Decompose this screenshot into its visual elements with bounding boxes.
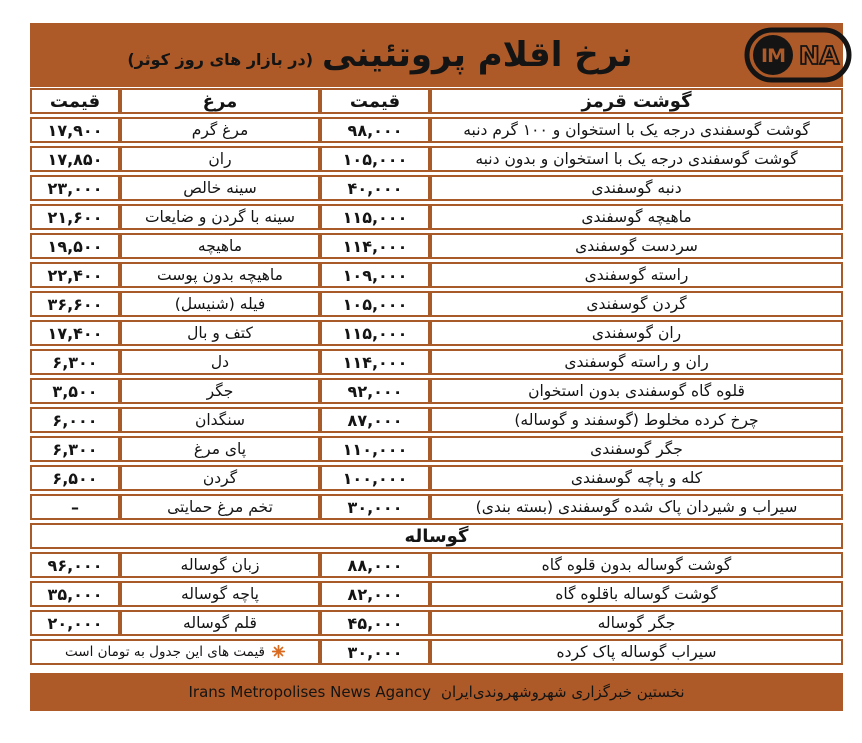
red-meat-item-cell: گردن گوسفندی	[430, 291, 843, 317]
red-meat-item-cell: چرخ کرده مخلوط (گوسفند و گوساله)	[430, 407, 843, 433]
red-meat-item-cell: گوشت گوسفندی درجه یک با استخوان و ۱۰۰ گرم دنبه	[430, 117, 843, 143]
price-table	[30, 85, 843, 668]
veal-price-cell: ۳۵,۰۰۰	[30, 581, 120, 607]
chicken-price-cell: ۱۷,۸۵۰	[30, 146, 120, 172]
red-meat-price-cell: ۱۱۰,۰۰۰	[320, 436, 430, 462]
veal-price-cell: ۸۸,۰۰۰	[320, 552, 430, 578]
red-meat-price-cell: ۴۰,۰۰۰	[320, 175, 430, 201]
red-meat-item-cell: گوشت گوسفندی درجه یک با استخوان و بدون دنبه	[430, 146, 843, 172]
red-meat-item-cell: راسته گوسفندی	[430, 262, 843, 288]
red-meat-price-cell: ۱۰۹,۰۰۰	[320, 262, 430, 288]
chicken-item-cell: پای مرغ	[120, 436, 320, 462]
chicken-price-cell: –	[30, 494, 120, 520]
price-table-body	[30, 88, 843, 665]
price-note-text: قیمت های این جدول به تومان است	[65, 644, 265, 660]
chicken-price-cell: ۳,۵۰۰	[30, 378, 120, 404]
veal-item-cell: قلم گوساله	[120, 610, 320, 636]
chicken-item-cell: کتف و بال	[120, 320, 320, 346]
chicken-price-cell: ۶,۰۰۰	[30, 407, 120, 433]
table-row	[30, 175, 843, 201]
red-meat-item-cell: ماهیچه گوسفندی	[430, 204, 843, 230]
chicken-item-cell: سینه با گردن و ضایعات	[120, 204, 320, 230]
veal-item-cell: گوشت گوساله باقلوه گاه	[430, 581, 843, 607]
footer-text-en: Irans Metropolises News Agancy	[188, 683, 432, 701]
table-row	[30, 320, 843, 346]
red-meat-item-cell: دنبه گوسفندی	[430, 175, 843, 201]
red-meat-price-cell: ۱۱۵,۰۰۰	[320, 320, 430, 346]
price-note-cell	[30, 639, 320, 665]
red-meat-item-cell: سیراب و شیردان پاک شده گوسفندی (بسته بندی)	[430, 494, 843, 520]
red-meat-price-cell: ۱۱۴,۰۰۰	[320, 233, 430, 259]
imna-logo-icon	[744, 27, 852, 83]
chicken-item-cell: مرغ گرم	[120, 117, 320, 143]
veal-section-title: گوساله	[30, 523, 843, 549]
header-band	[30, 23, 843, 87]
chicken-price-cell: ۱۷,۹۰۰	[30, 117, 120, 143]
page-subtitle: (در بازار های روز کوثر)	[127, 50, 314, 69]
header-chicken: مرغ	[120, 88, 320, 114]
table-last-row	[30, 639, 843, 665]
red-meat-price-cell: ۹۸,۰۰۰	[320, 117, 430, 143]
red-meat-price-cell: ۱۰۵,۰۰۰	[320, 291, 430, 317]
chicken-item-cell: گردن	[120, 465, 320, 491]
red-meat-item-cell: سردست گوسفندی	[430, 233, 843, 259]
header-price-red: قیمت	[320, 88, 430, 114]
asterisk-icon	[272, 645, 285, 658]
table-row	[30, 204, 843, 230]
chicken-price-cell: ۲۲,۴۰۰	[30, 262, 120, 288]
table-row-veal	[30, 610, 843, 636]
chicken-price-cell: ۱۹,۵۰۰	[30, 233, 120, 259]
chicken-item-cell: سنگدان	[120, 407, 320, 433]
chicken-price-cell: ۲۱,۶۰۰	[30, 204, 120, 230]
red-meat-item-cell: ران گوسفندی	[430, 320, 843, 346]
chicken-item-cell: تخم مرغ حمایتی	[120, 494, 320, 520]
veal-section-row	[30, 523, 843, 549]
table-row	[30, 494, 843, 520]
chicken-item-cell: فیله (شنیسل)	[120, 291, 320, 317]
veal-item-cell: سیراب گوساله پاک کرده	[430, 639, 843, 665]
page-title: نرخ اقلام پروتئینی	[322, 35, 633, 75]
veal-price-cell: ۲۰,۰۰۰	[30, 610, 120, 636]
red-meat-item-cell: جگر گوسفندی	[430, 436, 843, 462]
logo-na-text: NA	[798, 41, 840, 70]
table-row-veal	[30, 581, 843, 607]
chicken-item-cell: دل	[120, 349, 320, 375]
red-meat-price-cell: ۱۰۰,۰۰۰	[320, 465, 430, 491]
veal-price-cell: ۳۰,۰۰۰	[320, 639, 430, 665]
red-meat-price-cell: ۳۰,۰۰۰	[320, 494, 430, 520]
chicken-price-cell: ۳۶,۶۰۰	[30, 291, 120, 317]
chicken-item-cell: سینه خالص	[120, 175, 320, 201]
veal-item-cell: پاچه گوساله	[120, 581, 320, 607]
table-row	[30, 262, 843, 288]
veal-price-cell: ۴۵,۰۰۰	[320, 610, 430, 636]
red-meat-price-cell: ۱۱۵,۰۰۰	[320, 204, 430, 230]
table-row	[30, 407, 843, 433]
title-block	[30, 23, 730, 87]
red-meat-price-cell: ۹۲,۰۰۰	[320, 378, 430, 404]
chicken-item-cell: جگر	[120, 378, 320, 404]
table-row	[30, 378, 843, 404]
table-row	[30, 291, 843, 317]
header-price-chicken: قیمت	[30, 88, 120, 114]
chicken-price-cell: ۱۷,۴۰۰	[30, 320, 120, 346]
table-row	[30, 117, 843, 143]
red-meat-price-cell: ۱۰۵,۰۰۰	[320, 146, 430, 172]
chicken-price-cell: ۶,۵۰۰	[30, 465, 120, 491]
red-meat-item-cell: ران و راسته گوسفندی	[430, 349, 843, 375]
footer-text-fa: نخستین خبرگزاری شهروشهروندی‌ایران	[441, 683, 685, 701]
veal-price-cell: ۹۶,۰۰۰	[30, 552, 120, 578]
veal-item-cell: جگر گوساله	[430, 610, 843, 636]
veal-item-cell: گوشت گوساله بدون قلوه گاه	[430, 552, 843, 578]
chicken-price-cell: ۲۳,۰۰۰	[30, 175, 120, 201]
chicken-price-cell: ۶,۳۰۰	[30, 349, 120, 375]
veal-price-cell: ۸۲,۰۰۰	[320, 581, 430, 607]
table-row	[30, 233, 843, 259]
header-red-meat: گوشت قرمز	[430, 88, 843, 114]
table-row	[30, 465, 843, 491]
chicken-item-cell: ران	[120, 146, 320, 172]
red-meat-price-cell: ۸۷,۰۰۰	[320, 407, 430, 433]
red-meat-item-cell: کله و پاچه گوسفندی	[430, 465, 843, 491]
table-row-veal	[30, 552, 843, 578]
table-row	[30, 146, 843, 172]
red-meat-item-cell: قلوه گاه گوسفندی بدون استخوان	[430, 378, 843, 404]
table-row	[30, 436, 843, 462]
logo-im-text: IM	[761, 45, 785, 67]
chicken-item-cell: ماهیچه	[120, 233, 320, 259]
chicken-item-cell: ماهیچه بدون پوست	[120, 262, 320, 288]
footer-band	[30, 673, 843, 711]
chicken-price-cell: ۶,۳۰۰	[30, 436, 120, 462]
table-header-row	[30, 88, 843, 114]
table-row	[30, 349, 843, 375]
red-meat-price-cell: ۱۱۴,۰۰۰	[320, 349, 430, 375]
veal-item-cell: زبان گوساله	[120, 552, 320, 578]
